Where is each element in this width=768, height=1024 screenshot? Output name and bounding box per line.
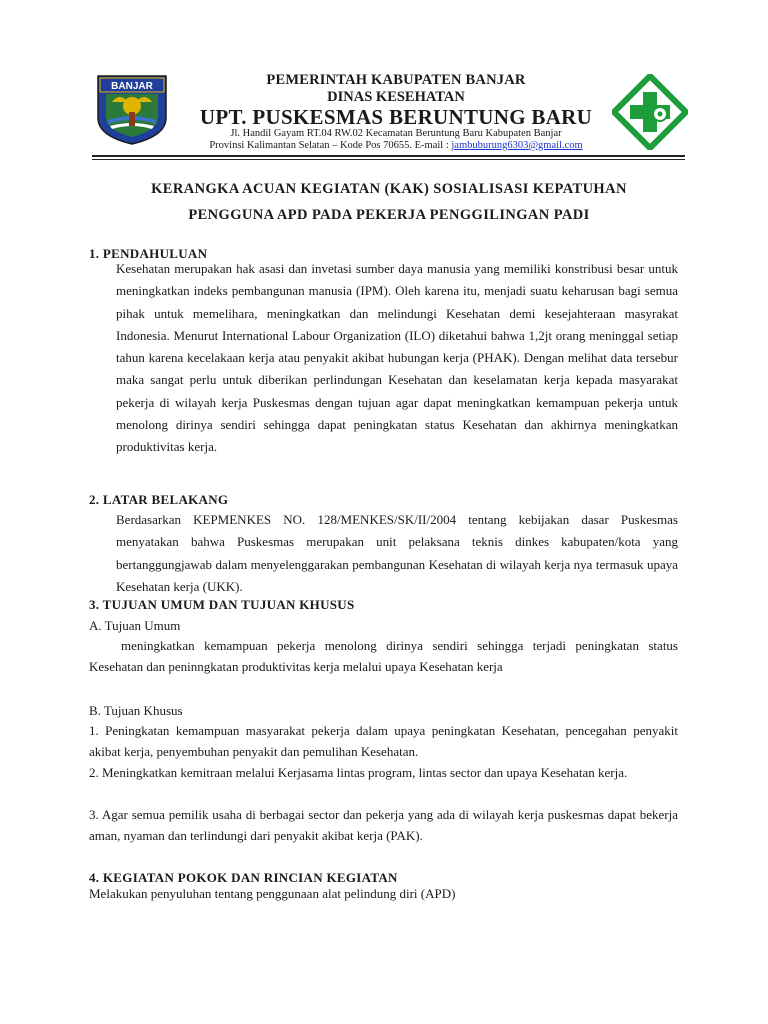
section-4-body: Melakukan penyuluhan tentang penggunaan alat pelindung diri (APD) (89, 886, 456, 901)
section-3a-body: meningkatkan kemampuan pekerja menolong dirinya sendiri sehingga terjadi peningkatan status Kesehatan dan peninngkatan produktivitas kerja melalui upaya Kesehatan kerja (89, 638, 678, 674)
letterhead-divider (92, 155, 685, 157)
letterhead-address: Jl. Handil Gayam RT.04 RW.02 Kecamatan Beruntung Baru Kabupaten Banjar (230, 128, 562, 139)
section-3b-item-1: 1. Peningkatan kemampuan masyarakat pekerja dalam upaya peningkatan Kesehatan, pencegahan penyakit akibat kerja, penyembuhan penyakit dan pemulihan Kesehatan. (89, 723, 678, 759)
section-3-heading: 3. TUJUAN UMUM DAN TUJUAN KHUSUS (89, 597, 355, 612)
letterhead-contact-prefix: Provinsi Kalimantan Selatan – Kode Pos 70655. E-mail : (209, 140, 452, 151)
letterhead-divider-thin (92, 159, 685, 160)
section-4-heading: 4. KEGIATAN POKOK DAN RINCIAN KEGIATAN (89, 870, 398, 885)
section-3b-item-2: 2. Meningkatkan kemitraan melalui Kerjasama lintas program, lintas sector dan upaya Kesehatan kerja. (89, 765, 628, 780)
section-1-body: Kesehatan merupakan hak asasi dan invetasi sumber daya manusia yang memiliki konstribusi besar untuk meningkatkan indeks pembangunan manusia (IPM). Oleh karena itu, menjadi suatu keharusan bagi semua pihak untuk memelihara, meningkatkan dan melindungi Kesehatan demi kesejahteraan masyrakat Indonesia. Menurut International Labour Organization (ILO) diketahui bahwa 1,2jt orang meninggal setiap tahun karena kecelakaan kerja atau penyakit akibat hubungan kerja (PHAK). Dengan melihat data tersebur maka sangat perlu untuk diberikan perlindungan Kesehatan dan keselamatan kerja kepada masyarakat pekerja di wilayah kerja Puskesmas dengan tujuan agar dapat meningkatkan kemampuan pekerja untuk menolong dirinya sendiri sehingga dapat peningkatan status Kesehatan dan akhirnya meningkatkan produktivitas kerja. (116, 261, 678, 455)
section-2-body: Berdasarkan KEPMENKES NO. 128/MENKES/SK/II/2004 tentang kebijakan dasar Puskesmas menyatakan bahwa Puskesmas merupakan unit pelaksana teknis dinkes kabupaten/kota yang bertanggungjawab dalam menyelenggarakan pembangunan Kesehatan di wilayah kerja nya termasuk upaya Kesehatan kerja (UKK). (116, 512, 678, 594)
section-1-heading: 1. PENDAHULUAN (89, 246, 208, 261)
puskesmas-logo-icon (612, 74, 688, 150)
letterhead-government: PEMERINTAH KABUPATEN BANJAR (266, 72, 526, 88)
section-3b-item-3: 3. Agar semua pemilik usaha di berbagai sector dan pekerja yang ada di wilayah kerja puskesmas dapat bekerja aman, nyaman dan terlindungi dari penyakit akibat kerja (PAK). (89, 807, 678, 843)
email-link[interactable]: jambuburung6303@gmail.com (451, 140, 583, 151)
letterhead-institution: UPT. PUSKESMAS BERUNTUNG BARU (199, 105, 593, 129)
letterhead-contact (170, 140, 622, 151)
section-3a-label: A. Tujuan Umum (89, 618, 181, 633)
document-title-line2: PENGGUNA APD PADA PEKERJA PENGGILINGAN PADI (188, 207, 590, 223)
section-2-heading: 2. LATAR BELAKANG (89, 492, 229, 507)
banjar-emblem-icon (94, 72, 170, 146)
banjar-emblem-label: BANJAR (111, 81, 153, 92)
letterhead-department: DINAS KESEHATAN (327, 89, 465, 105)
document-title-line1: KERANGKA ACUAN KEGIATAN (KAK) SOSIALISASI KEPATUHAN (151, 181, 627, 197)
section-3b-label: B. Tujuan Khusus (89, 703, 183, 718)
